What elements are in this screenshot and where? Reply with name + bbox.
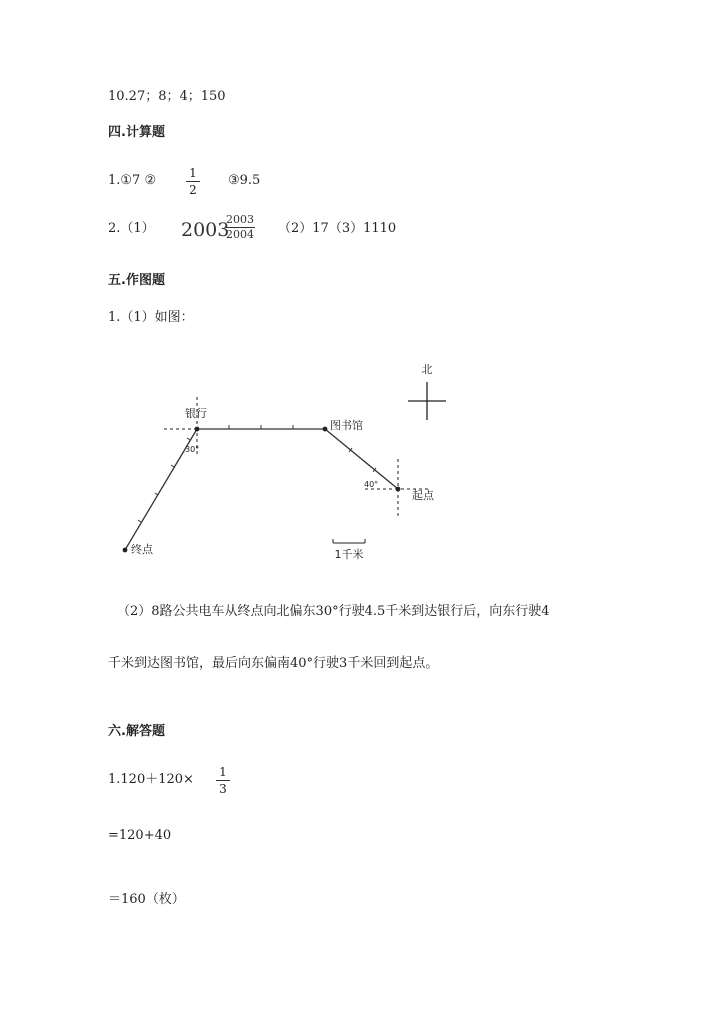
mixed-number-whole: 2003 bbox=[181, 219, 230, 241]
answer-10: 10.27；8；4；150 bbox=[108, 89, 226, 104]
section-4-q2-suffix: （2）17（3）1110 bbox=[278, 221, 397, 236]
start-label: 起点 bbox=[412, 489, 434, 502]
library-label: 图书馆 bbox=[330, 419, 363, 432]
fraction-numerator: 1 bbox=[219, 765, 227, 779]
fraction-numerator: 1 bbox=[189, 166, 197, 180]
fraction-denominator: 3 bbox=[219, 782, 227, 796]
angle-30-label: 30° bbox=[185, 445, 200, 454]
section-5-title: 五.作图题 bbox=[108, 273, 165, 288]
section-6-step1: =120+40 bbox=[108, 828, 172, 843]
mixed-number-fraction bbox=[225, 214, 255, 241]
section-5-q1: 1.（1）如图： bbox=[108, 310, 194, 325]
fraction-denominator: 2004 bbox=[226, 228, 254, 241]
section-6-q1-fraction bbox=[216, 765, 230, 796]
scale-label: 1千米 bbox=[334, 548, 364, 561]
route-path bbox=[125, 429, 398, 550]
section-4-q1-suffix: ③9.5 bbox=[228, 173, 261, 188]
section-4-q2-prefix: 2.（1） bbox=[108, 221, 155, 236]
north-label: 北 bbox=[421, 363, 433, 376]
route-diagram bbox=[0, 350, 720, 570]
end-label: 终点 bbox=[131, 543, 153, 556]
section-4-title: 四.计算题 bbox=[108, 125, 165, 140]
section-6-title: 六.解答题 bbox=[108, 724, 165, 739]
route-points bbox=[123, 427, 401, 553]
compass bbox=[408, 382, 446, 420]
fraction-numerator: 2003 bbox=[226, 213, 254, 226]
northeast-route-ticks bbox=[138, 438, 190, 522]
section-6-q1-prefix: 1.120＋120× bbox=[108, 772, 194, 787]
section-5-q1-part2-line2: 千米到达图书馆，最后向东偏南40°行驶3千米回到起点。 bbox=[108, 656, 439, 671]
fraction-denominator: 2 bbox=[189, 183, 197, 197]
section-5-q1-part2-line1: （2）8路公共电车从终点向北偏东30°行驶4.5千米到达银行后，向东行驶4 bbox=[117, 604, 550, 619]
section-4-q1-fraction bbox=[186, 166, 200, 197]
bank-label: 银行 bbox=[185, 407, 207, 420]
section-6-step2: ＝160（枚） bbox=[108, 892, 185, 907]
section-4-q1-prefix: 1.①7 ② bbox=[108, 173, 157, 188]
angle-40-label: 40° bbox=[364, 480, 379, 489]
scale-bar bbox=[333, 539, 365, 543]
